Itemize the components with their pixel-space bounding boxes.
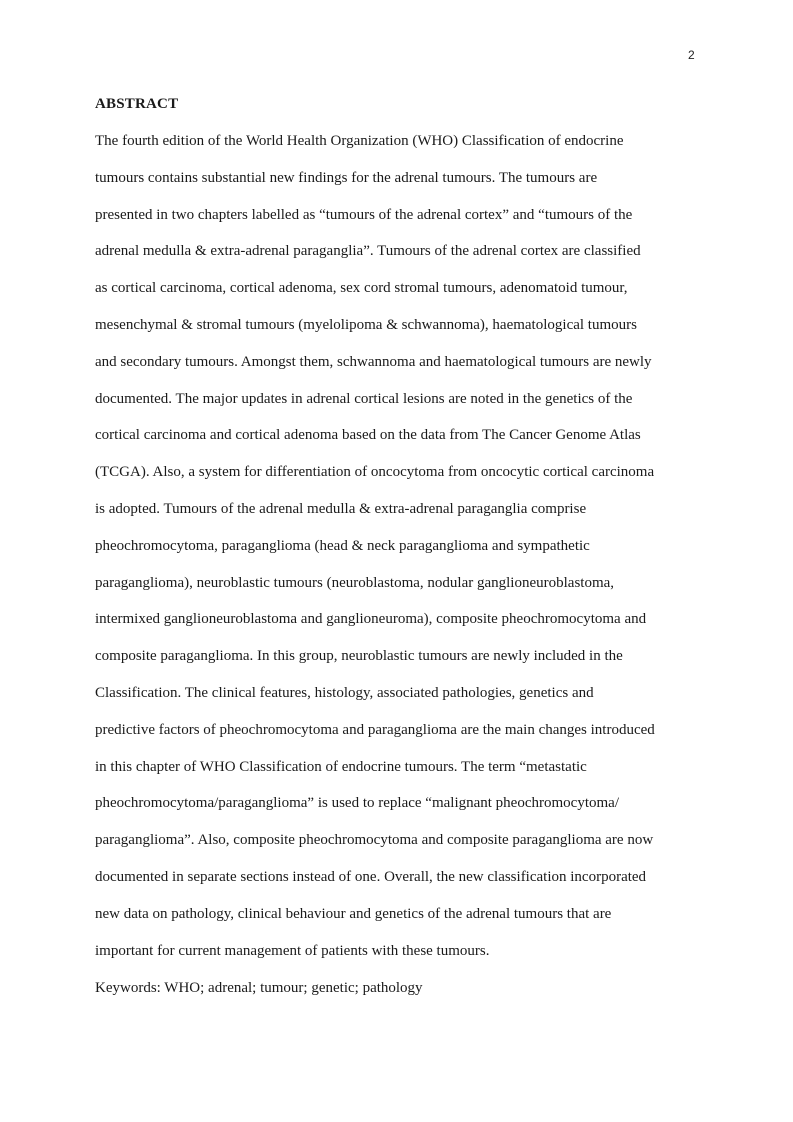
abstract-line: predictive factors of pheochromocytoma and paraganglioma are the main changes introduced — [95, 721, 655, 738]
abstract-line: mesenchymal & stromal tumours (myelolipoma & schwannoma), haematological tumours — [95, 316, 637, 333]
abstract-line: presented in two chapters labelled as “tumours of the adrenal cortex” and “tumours of the — [95, 206, 633, 223]
abstract-line: pheochromocytoma, paraganglioma (head & neck paraganglioma and sympathetic — [95, 537, 590, 554]
abstract-line: as cortical carcinoma, cortical adenoma, sex cord stromal tumours, adenomatoid tumour, — [95, 280, 628, 297]
abstract-line: adrenal medulla & extra-adrenal paraganglia”. Tumours of the adrenal cortex are classified — [95, 243, 641, 260]
abstract-line: important for current management of patients with these tumours. — [95, 942, 490, 959]
abstract-line: in this chapter of WHO Classification of endocrine tumours. The term “metastatic — [95, 758, 587, 775]
abstract-body — [95, 131, 655, 977]
abstract-line: cortical carcinoma and cortical adenoma based on the data from The Cancer Genome Atlas — [95, 427, 641, 444]
abstract-line: and secondary tumours. Amongst them, schwannoma and haematological tumours are newly — [95, 353, 652, 370]
abstract-line: new data on pathology, clinical behaviour and genetics of the adrenal tumours that are — [95, 905, 612, 922]
abstract-line: is adopted. Tumours of the adrenal medulla & extra-adrenal paraganglia comprise — [95, 500, 587, 517]
abstract-line: (TCGA). Also, a system for differentiation of oncocytoma from oncocytic cortical carcinoma — [95, 464, 655, 481]
abstract-line: pheochromocytoma/paraganglioma” is used to replace “malignant pheochromocytoma/ — [95, 795, 619, 812]
abstract-line: intermixed ganglioneuroblastoma and ganglioneuroma), composite pheochromocytoma and — [95, 611, 647, 628]
abstract-line: documented. The major updates in adrenal cortical lesions are noted in the genetics of the — [95, 390, 633, 407]
abstract-line: Classification. The clinical features, histology, associated pathologies, genetics and — [95, 684, 594, 701]
abstract-heading: ABSTRACT — [95, 96, 179, 112]
abstract-line: The fourth edition of the World Health Organization (WHO) Classification of endocrine — [95, 133, 624, 149]
abstract-line: tumours contains substantial new findings for the adrenal tumours. The tumours are — [95, 169, 598, 186]
abstract-line: documented in separate sections instead of one. Overall, the new classification incorporated — [95, 868, 647, 885]
abstract-line: paraganglioma), neuroblastic tumours (neuroblastoma, nodular ganglioneuroblastoma, — [95, 574, 615, 591]
abstract-line: paraganglioma”. Also, composite pheochromocytoma and composite paraganglioma are now — [95, 832, 654, 849]
abstract-line: composite paraganglioma. In this group, neuroblastic tumours are newly included in the — [95, 648, 623, 665]
page-number: 2 — [688, 48, 695, 62]
keywords-line: Keywords: WHO; adrenal; tumour; genetic; pathology — [95, 980, 423, 996]
